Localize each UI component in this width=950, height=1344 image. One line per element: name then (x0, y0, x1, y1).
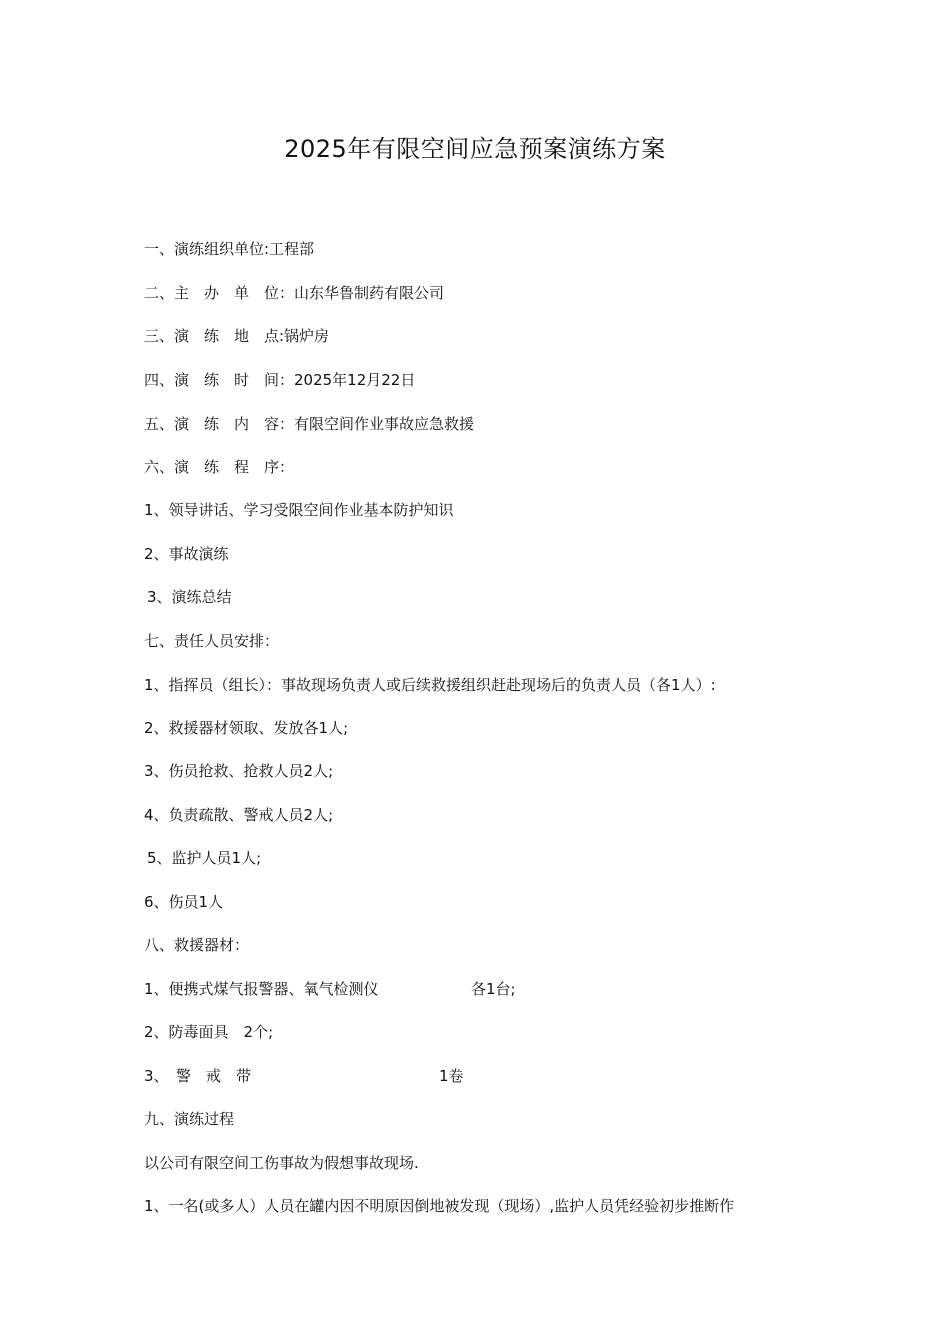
equipment-item-1: 1、便携式煤气报警器、氧气检测仪 (144, 980, 379, 998)
section-8-equipment: 八、救援器材： (144, 936, 250, 954)
equipment-item-1-quantity: 各1台; (471, 980, 516, 998)
section-1-organizer: 一、演练组织单位:工程部 (144, 240, 315, 258)
document-title: 2025年有限空间应急预案演练方案 (284, 135, 666, 163)
section-7-personnel: 七、责任人员安排： (144, 632, 280, 650)
procedure-item-1: 1、领导讲话、学习受限空间作业基本防护知识 (144, 501, 454, 519)
personnel-item-5: 5、监护人员1人; (147, 849, 262, 867)
equipment-item-3-quantity: 1卷 (439, 1067, 464, 1085)
process-item-1: 1、一名(或多人）人员在罐内因不明原因倒地被发现（现场）,监护人员凭经验初步推断作 (144, 1197, 735, 1215)
personnel-item-1: 1、指挥员（组长）：事故现场负责人或后续救援组织赶赴现场后的负责人员（各1人）: (144, 676, 716, 694)
procedure-item-3: 3、演练总结 (147, 588, 232, 606)
personnel-item-3: 3、伤员抢救、抢救人员2人; (144, 762, 334, 780)
personnel-item-2: 2、救援器材领取、发放各1人; (144, 719, 349, 737)
section-4-time: 四、演 练 时 间：2025年12月22日 (144, 371, 416, 389)
section-6-procedure: 六、演 练 程 序： (144, 458, 295, 476)
section-5-content: 五、演 练 内 容：有限空间作业事故应急救援 (144, 415, 475, 433)
section-3-location: 三、演 练 地 点:锅炉房 (144, 327, 330, 345)
personnel-item-6: 6、伤员1人 (144, 893, 224, 911)
section-2-host: 二、主 办 单 位：山东华鲁制药有限公司 (144, 284, 445, 302)
procedure-item-2: 2、事故演练 (144, 545, 229, 563)
personnel-item-4: 4、负责疏散、警戒人员2人; (144, 806, 334, 824)
section-9-process: 九、演练过程 (144, 1110, 235, 1128)
process-intro: 以公司有限空间工伤事故为假想事故现场. (144, 1154, 419, 1172)
equipment-item-3: 3、 警 戒 带 (144, 1067, 252, 1085)
equipment-item-2: 2、防毒面具 2个; (144, 1023, 274, 1041)
